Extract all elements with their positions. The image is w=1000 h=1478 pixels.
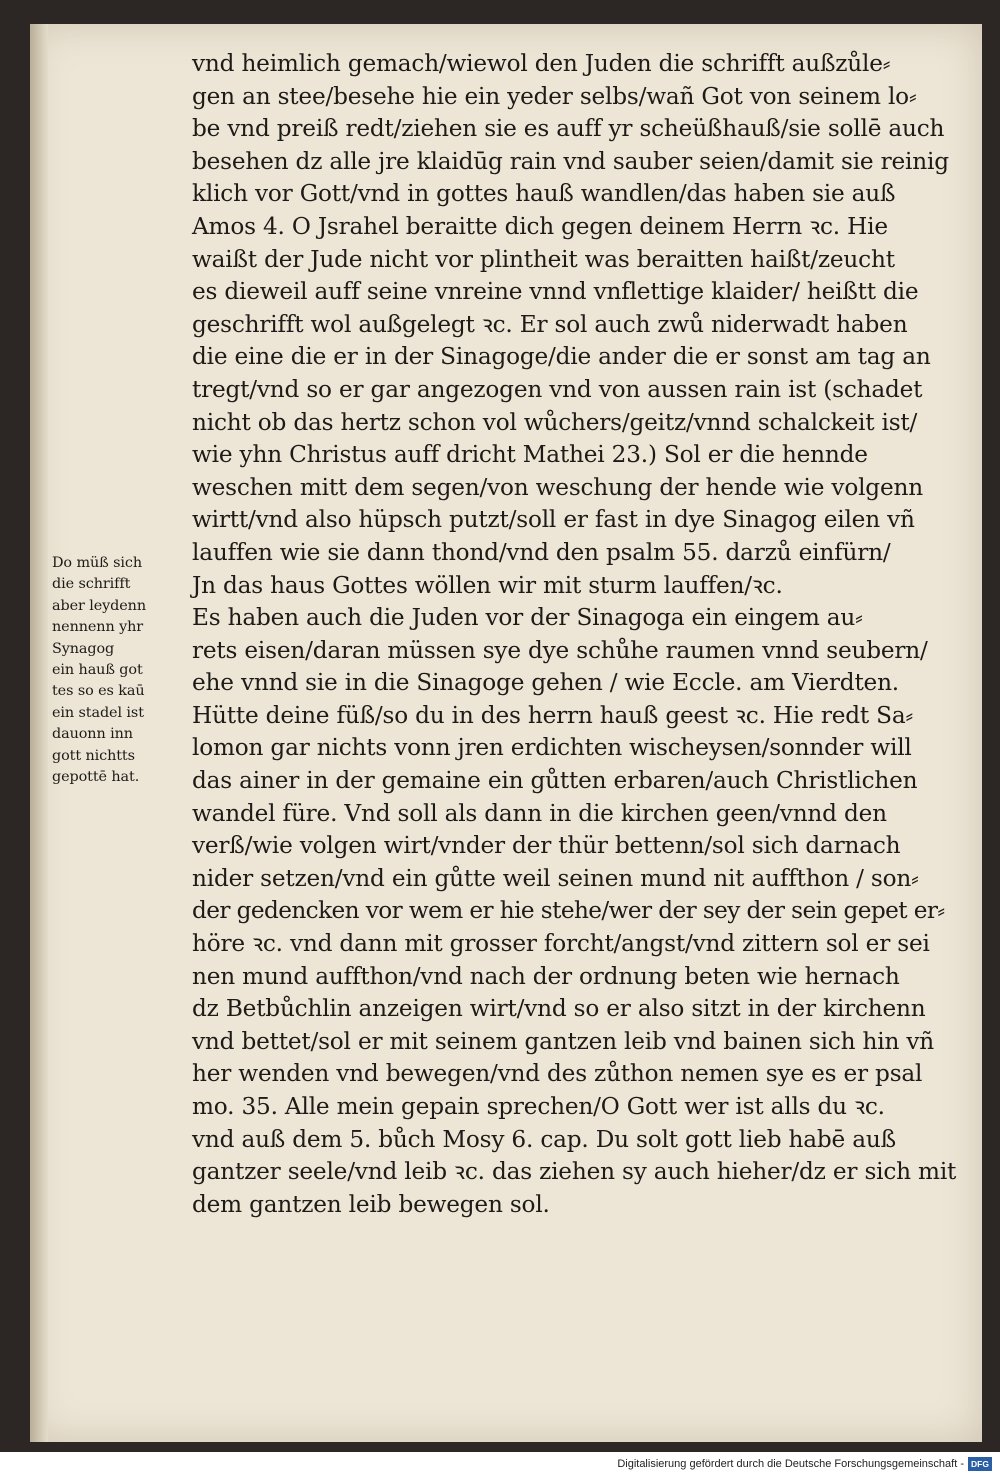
margin-gloss (52, 553, 192, 788)
text-line: gen an stee/besehe hie ein yeder selbs/wañ Got von seinem lo⸗ (192, 82, 917, 110)
text-line: das ainer in der gemaine ein gůtten erbaren/auch Christlichen (192, 767, 918, 795)
text-line: her wenden vnd bewegen/vnd des zůthon nemen sye es er psal (192, 1060, 923, 1088)
text-line: nen mund auffthon/vnd nach der ordnung beten wie hernach (192, 962, 900, 990)
margin-line: tes so es kaū (52, 683, 145, 700)
page-gutter-shadow (30, 24, 48, 1442)
margin-line: Synagog (52, 640, 115, 657)
text-line: ehe vnnd sie in die Sinagoge gehen / wie Eccle. am Vierdten. (192, 669, 899, 697)
margin-line: gott nichtts (52, 747, 135, 764)
text-line: die eine die er in der Sinagoge/die ander die er sonst am tag an (192, 343, 931, 371)
dfg-logo: DFG (968, 1457, 992, 1471)
margin-line: ein hauß got (52, 661, 143, 678)
text-line: vnd auß dem 5. bůch Mosy 6. cap. Du solt gott lieb habē auß (192, 1125, 896, 1153)
text-line: wie yhn Christus auff dricht Mathei 23.) Sol er die hennde (192, 441, 868, 469)
text-line: Es haben auch die Juden vor der Sinagoga ein eingem au⸗ (192, 604, 863, 632)
text-line: gantzer seele/vnd leib ꝛc. das ziehen sy auch hieher/dz er sich mit (192, 1158, 957, 1186)
text-line: dem gantzen leib bewegen sol. (192, 1190, 550, 1218)
text-line: vnd heimlich gemach/wiewol den Juden die schrifft außzůle⸗ (192, 50, 891, 77)
text-line: Hütte deine füß/so du in des herrn hauß geest ꝛc. Hie redt Sa⸗ (192, 701, 914, 729)
text-line: vnd bettet/sol er mit seinem gantzen leib vnd bainen sich hin vñ (192, 1027, 934, 1055)
text-line: mo. 35. Alle mein gepain sprechen/O Gott wer ist alls du ꝛc. (192, 1093, 885, 1120)
text-line: tregt/vnd so er gar angezogen vnd von aussen rain ist (schadet (192, 375, 923, 403)
text-line: geschrifft wol außgelegt ꝛc. Er sol auch zwů niderwadt haben (192, 310, 908, 338)
margin-line: die schrifft (52, 576, 131, 593)
text-line: es dieweil auff seine vnreine vnnd vnflettige klaider/ heißtt die (192, 278, 919, 306)
text-line: lomon gar nichts vonn jren erdichten wischeysen/sonnder will (192, 734, 912, 762)
main-text-block (192, 48, 962, 1221)
text-line: waißt der Jude nicht vor plintheit was beraitten haißt/zeucht (192, 245, 895, 273)
funding-credit: Digitalisierung gefördert durch die Deutsche Forschungsgemeinschaft - (617, 1458, 964, 1470)
margin-line: nennenn yhr (52, 619, 144, 636)
text-line: der gedencken vor wem er hie stehe/wer der sey der sein gepet er⸗ (192, 897, 945, 925)
text-line: lauffen wie sie dann thond/vnd den psalm 55. darzů einfürn/ (192, 538, 891, 566)
text-line: dz Betbůchlin anzeigen wirt/vnd so er also sitzt in der kirchenn (192, 995, 926, 1023)
text-line: verß/wie volgen wirt/vnder der thür bettenn/sol sich darnach (192, 832, 901, 860)
text-line: rets eisen/daran müssen sye dye schůhe raumen vnnd seubern/ (192, 636, 928, 664)
margin-line: gepottē hat. (52, 768, 140, 785)
text-line: wirtt/vnd also hüpsch putzt/soll er fast in dye Sinagog eilen vñ (192, 506, 915, 534)
text-line: weschen mitt dem segen/von weschung der hende wie volgenn (192, 473, 923, 501)
text-line: be vnd preiß redt/ziehen sie es auff yr scheüßhauß/sie sollē auch (192, 115, 945, 143)
text-line: Amos 4. O Jsrahel beraitte dich gegen deinem Herrn ꝛc. Hie (192, 212, 888, 240)
text-line: Jn das haus Gottes wöllen wir mit sturm lauffen/ꝛc. (192, 571, 783, 599)
text-line: besehen dz alle jre klaidūg rain vnd sauber seien/damit sie reinig (192, 147, 949, 175)
text-line: höre ꝛc. vnd dann mit grosser forcht/angst/vnd zittern sol er sei (192, 930, 930, 958)
text-line: nicht ob das hertz schon vol wůchers/geitz/vnnd schalckeit ist/ (192, 408, 918, 436)
margin-line: dauonn inn (52, 726, 133, 743)
margin-line: ein stadel ist (52, 704, 144, 721)
text-line: nider setzen/vnd ein gůtte weil seinen mund nit auffthon / son⸗ (192, 864, 919, 892)
margin-line: Do müß sich (52, 555, 142, 571)
margin-line: aber leydenn (52, 597, 146, 614)
text-line: wandel füre. Vnd soll als dann in die kirchen geen/vnnd den (192, 799, 887, 827)
text-line: klich vor Gott/vnd in gottes hauß wandlen/das haben sie auß (192, 180, 896, 208)
